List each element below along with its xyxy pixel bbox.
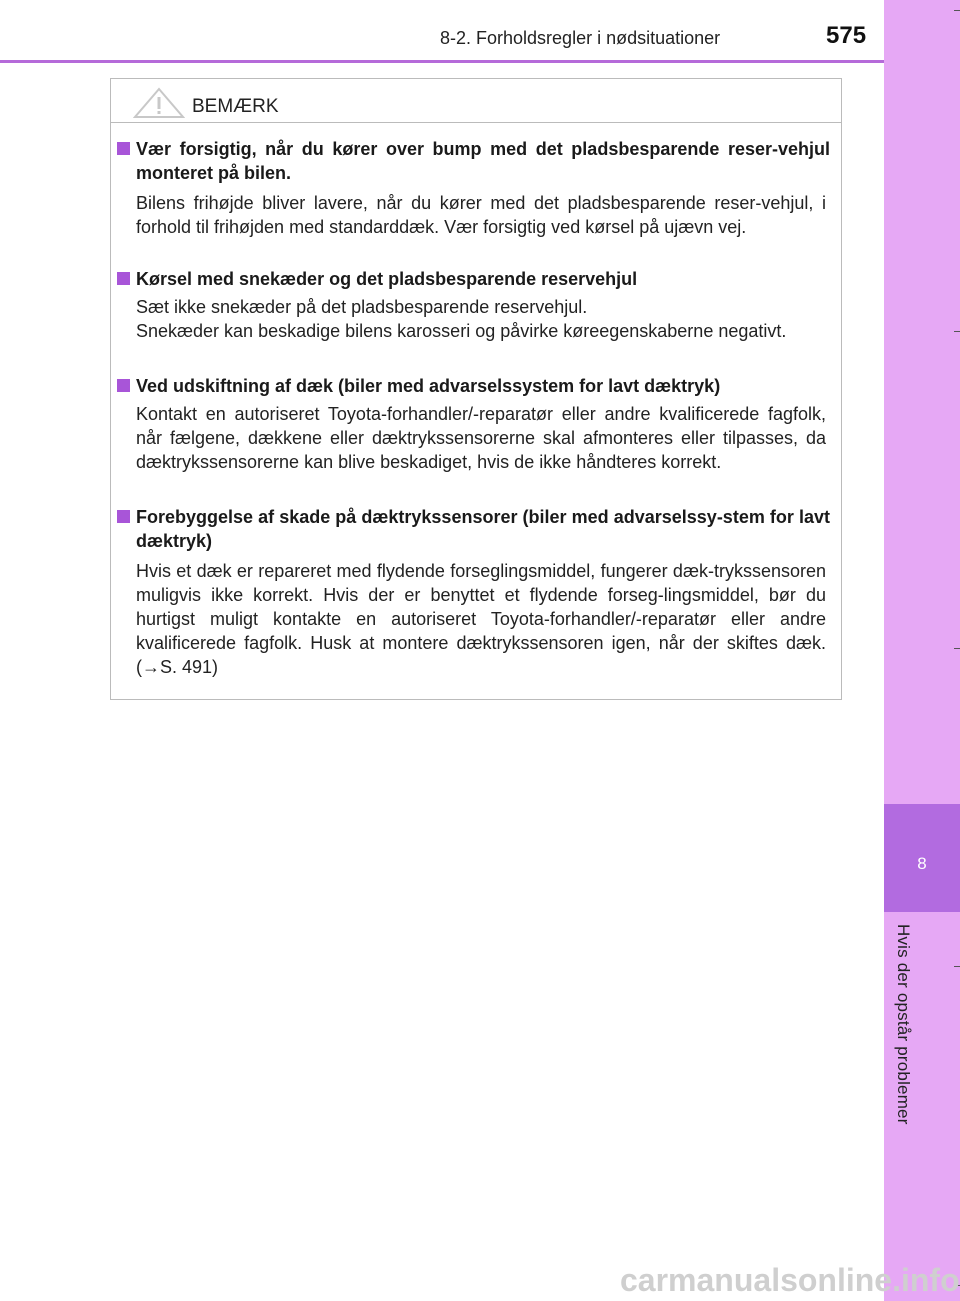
crop-mark — [954, 648, 960, 649]
crop-mark — [954, 331, 960, 332]
square-bullet-icon — [117, 272, 130, 285]
warning-triangle-icon — [133, 87, 185, 119]
square-bullet-icon — [117, 142, 130, 155]
notice-box — [110, 78, 842, 700]
header-section-title: 8-2. Forholdsregler i nødsituationer — [440, 28, 721, 48]
header-divider — [0, 60, 884, 63]
crop-mark — [954, 10, 960, 11]
square-bullet-icon — [117, 510, 130, 523]
chapter-number: 8 — [917, 854, 927, 873]
notice-item-body: Bilens frihøjde bliver lavere, når du kører med det pladsbesparende reser-vehjul, i forhold til frihøjden med standarddæk. Vær forsigtig ved kørsel på ujævn vej. — [136, 193, 826, 237]
chapter-title: Hvis der opstår problemer — [894, 924, 913, 1125]
square-bullet-icon — [117, 379, 130, 392]
notice-item-body: Kontakt en autoriseret Toyota-forhandler/-reparatør eller andre kvalificerede fagfolk, når fælgene, dækkene eller dæktrykssensorerne skal afmonteres eller tilpasses, da dæktrykssensorerne kan blive beskadiget, hvis de ikke håndteres korrekt. — [136, 404, 826, 472]
notice-item-body: Hvis et dæk er repareret med flydende forseglingsmiddel, fungerer dæk-trykssensoren muligvis ikke korrekt. Hvis der er benyttet et flydende forseg-lingsmiddel, bør du hurtigst muligt kontakte en autoriseret Toyota-forhandler/-reparatør eller andre kvalificerede fagfolk. Husk at montere dæktrykssensoren igen, når der skiftes dæk. (→S. 491) — [136, 561, 826, 677]
page-number: 575 — [826, 22, 867, 49]
crop-mark — [954, 966, 960, 967]
notice-item-body: Sæt ikke snekæder på det pladsbesparende reservehjul. — [136, 297, 588, 317]
watermark: carmanualsonline.info — [620, 1262, 960, 1298]
notice-label: BEMÆRK — [192, 96, 279, 117]
notice-item-body: Snekæder kan beskadige bilens karosseri og påvirke køreegenskaberne negativt. — [136, 321, 787, 341]
notice-item-title: Vær forsigtig, når du kører over bump med det pladsbesparende reser-vehjul monteret på bilen. — [136, 139, 830, 183]
notice-item-title: Ved udskiftning af dæk (biler med advarselssystem for lavt dæktryk) — [136, 376, 721, 396]
notice-item-title: Kørsel med snekæder og det pladsbesparende reservehjul — [136, 269, 638, 289]
notice-item-title: Forebyggelse af skade på dæktrykssensorer (biler med advarselssy-stem for lavt dæktryk) — [136, 507, 830, 551]
notice-divider — [111, 122, 841, 123]
notice-header — [133, 87, 433, 119]
